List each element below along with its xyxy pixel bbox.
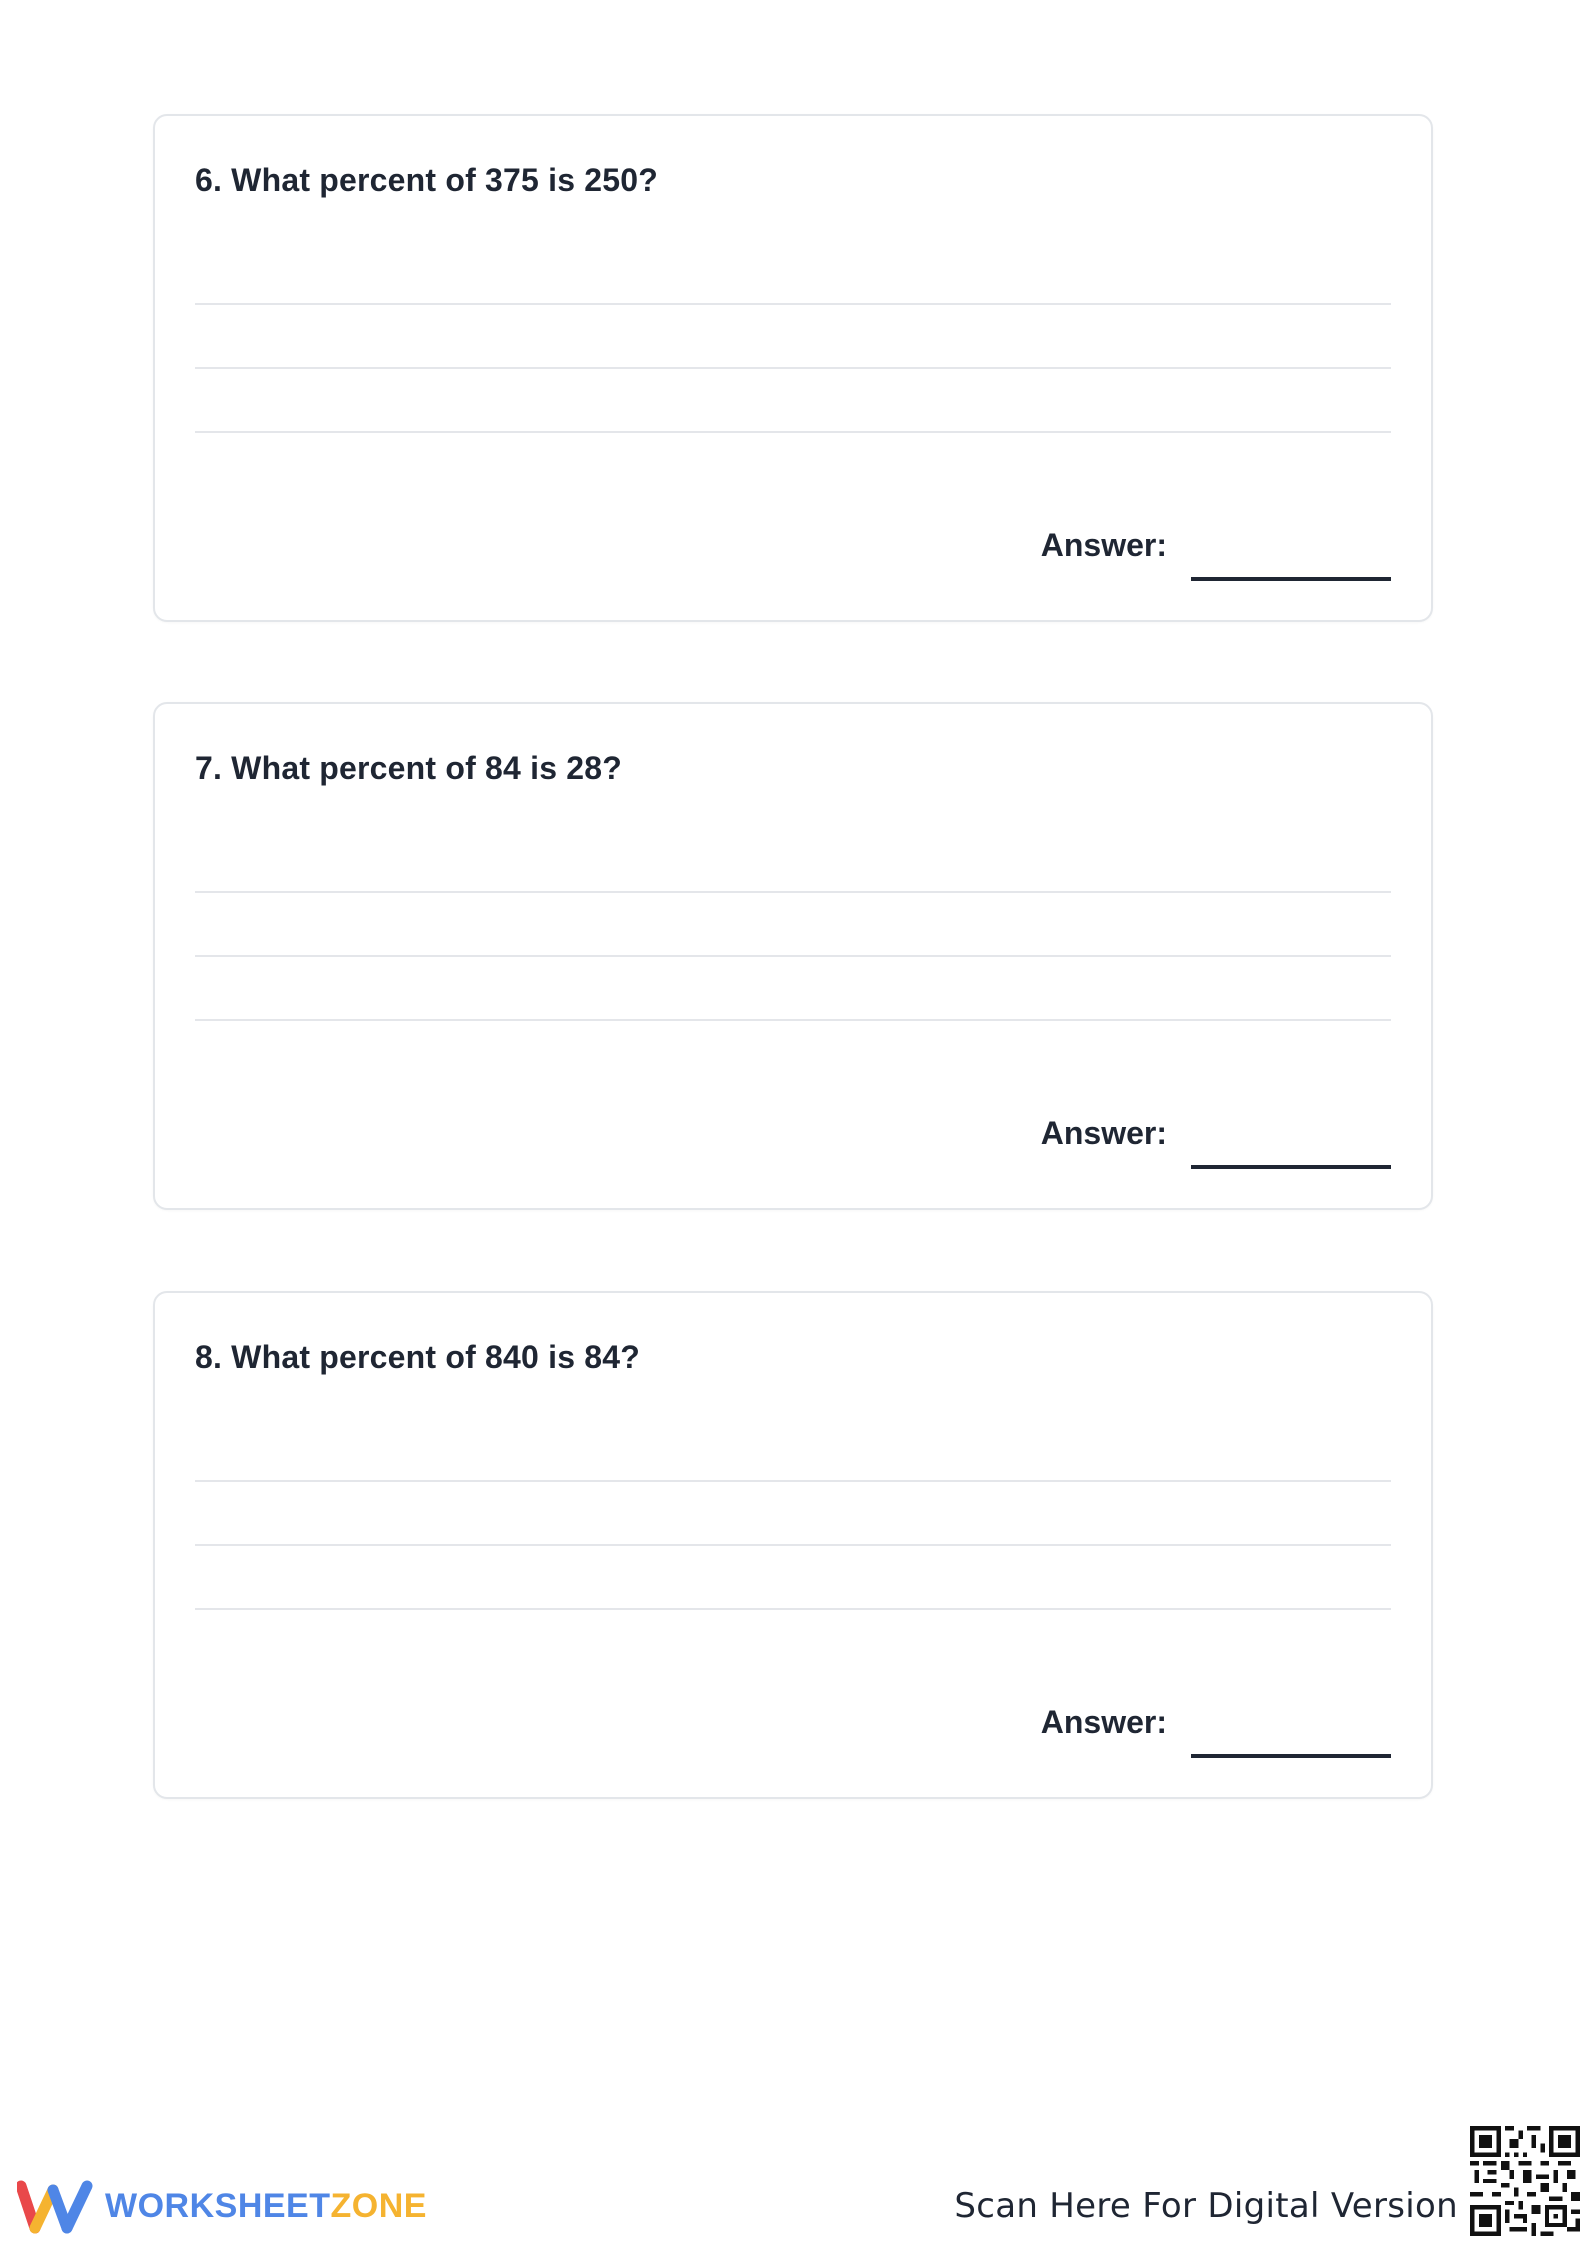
question-card-7 [153,702,1433,1210]
worksheetzone-logo-icon [17,2178,93,2234]
question-text: 6. What percent of 375 is 250? [195,162,659,198]
question-text: 7. What percent of 84 is 28? [195,750,623,786]
answer-blank[interactable] [1191,1165,1391,1169]
question-card-8 [153,1291,1433,1799]
work-line[interactable] [195,1608,1391,1610]
brand-name-part2: ZONE [330,2186,427,2225]
answer-label: Answer: [1040,527,1167,563]
work-line[interactable] [195,1480,1391,1482]
work-line[interactable] [195,431,1391,433]
qr-code-icon[interactable] [1470,2126,1580,2236]
work-line[interactable] [195,1544,1391,1546]
answer-label: Answer: [1040,1704,1167,1740]
answer-label: Answer: [1040,1115,1167,1151]
question-text: 8. What percent of 840 is 84? [195,1339,641,1375]
question-card-6 [153,114,1433,622]
answer-blank[interactable] [1191,1754,1391,1758]
brand-name [105,2187,427,2226]
work-line[interactable] [195,955,1391,957]
brand-name-part1: WORKSHEET [105,2186,331,2225]
brand-logo[interactable] [17,2178,427,2234]
scan-instruction: Scan Here For Digital Version [954,2186,1458,2226]
work-line[interactable] [195,1019,1391,1021]
work-line[interactable] [195,367,1391,369]
answer-blank[interactable] [1191,577,1391,581]
work-line[interactable] [195,891,1391,893]
work-line[interactable] [195,303,1391,305]
